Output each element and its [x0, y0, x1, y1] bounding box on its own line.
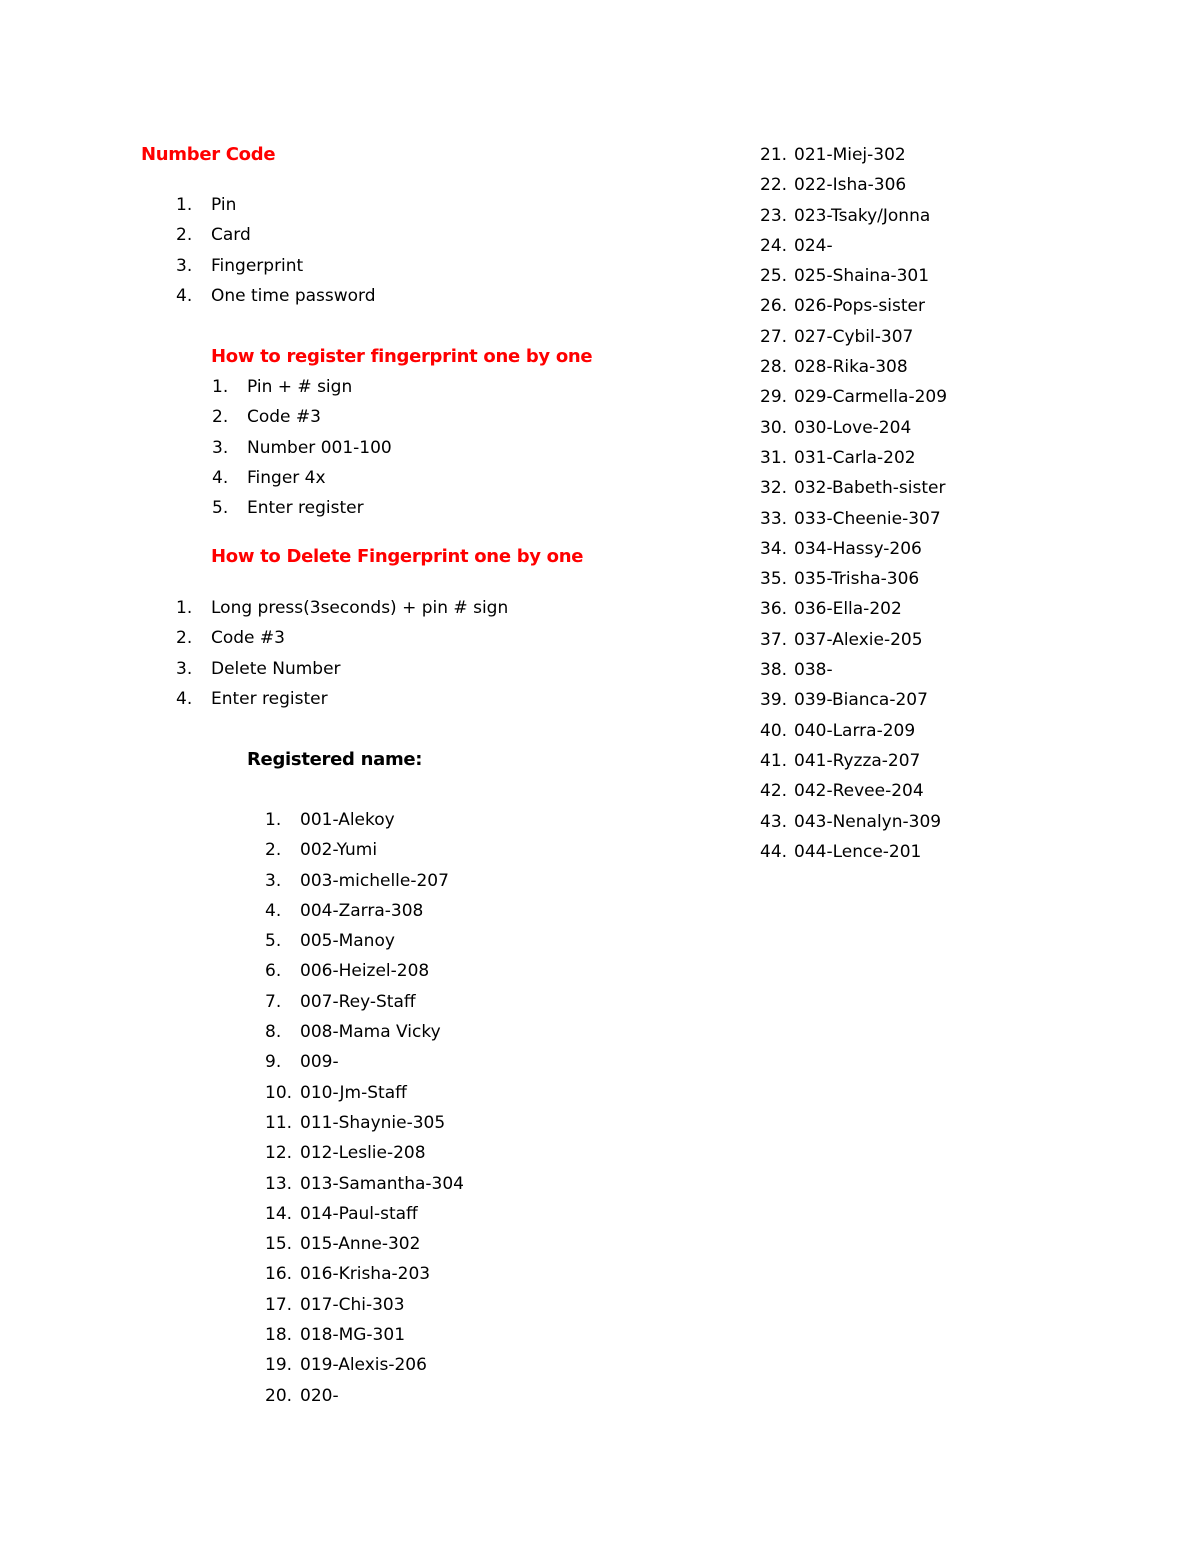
list-item-number: 36. [760, 599, 788, 620]
list-item-text: 024- [794, 235, 833, 256]
list-item [760, 629, 923, 660]
list-item [265, 840, 378, 870]
list-item [760, 145, 906, 175]
list-item [265, 870, 449, 901]
list-item-number: 2. [212, 407, 229, 428]
list-item-number: 23. [760, 205, 788, 226]
list-item-text: 025-Shaina-301 [794, 266, 930, 287]
list-item-number: 25. [760, 266, 788, 287]
list-item [176, 225, 251, 255]
list-item [265, 1173, 464, 1204]
list-item-number: 1. [265, 810, 282, 830]
list-item-number: 17. [265, 1294, 293, 1315]
list-item-text: 043-Nenalyn-309 [794, 811, 942, 832]
list-item-number: 26. [760, 296, 788, 317]
list-item [265, 931, 395, 961]
list-item [212, 498, 364, 528]
list-item-text: 023-Tsaky/Jonna [794, 205, 931, 226]
list-item-number: 38. [760, 660, 788, 681]
list-item-text: 005-Manoy [300, 931, 395, 952]
list-item-number: 33. [760, 508, 788, 529]
list-item-number: 31. [760, 447, 788, 468]
list-item-number: 3. [212, 437, 229, 458]
list-item [760, 417, 912, 448]
list-item [760, 720, 916, 751]
list-item-text: 004-Zarra-308 [300, 900, 424, 921]
delete-steps-list [176, 598, 509, 719]
registered-names-list-right [760, 145, 948, 872]
list-item-text: 001-Alekoy [300, 810, 395, 830]
list-item-text: 018-MG-301 [300, 1325, 406, 1346]
list-item [760, 447, 916, 478]
list-item-text: 032-Babeth-sister [794, 478, 946, 499]
list-item-number: 1. [212, 377, 229, 397]
list-item-text: 022-Isha-306 [794, 175, 907, 196]
list-item-number: 34. [760, 538, 788, 559]
list-item-number: 40. [760, 720, 788, 741]
list-item [760, 235, 833, 266]
list-item [760, 205, 931, 236]
list-item-number: 4. [176, 688, 193, 709]
list-item-text: 017-Chi-303 [300, 1294, 405, 1315]
list-item [760, 296, 925, 326]
list-item-text: Pin [211, 195, 237, 215]
list-item-text: 034-Hassy-206 [794, 538, 922, 559]
list-item [265, 1203, 418, 1234]
list-item-text: 040-Larra-209 [794, 720, 916, 741]
list-item-number: 44. [760, 841, 788, 862]
list-item-number: 13. [265, 1173, 293, 1194]
list-item-number: 28. [760, 357, 788, 378]
list-item-number: 3. [176, 658, 193, 679]
list-item-number: 22. [760, 175, 788, 196]
list-item-text: 002-Yumi [300, 840, 378, 861]
list-item-text: 029-Carmella-209 [794, 387, 948, 408]
registered-names-list-left [265, 810, 464, 1416]
list-item [265, 1234, 421, 1264]
list-item-text: 027-Cybil-307 [794, 326, 914, 347]
list-item-text: Code #3 [247, 407, 321, 428]
list-item-number: 1. [176, 195, 193, 215]
list-item-text: 033-Cheenie-307 [794, 508, 941, 529]
list-item-text: Long press(3seconds) + pin # sign [211, 598, 509, 618]
list-item-text: 030-Love-204 [794, 417, 912, 438]
list-item-text: Card [211, 225, 251, 246]
list-item-text: 011-Shaynie-305 [300, 1112, 446, 1133]
list-item-text: Fingerprint [211, 255, 304, 276]
list-item-text: 007-Rey-Staff [300, 991, 416, 1012]
list-item-number: 3. [176, 255, 193, 276]
list-item-number: 41. [760, 750, 788, 771]
list-item [265, 1082, 407, 1113]
list-item-number: 2. [176, 225, 193, 246]
list-item [760, 508, 941, 539]
list-item-number: 21. [760, 145, 788, 165]
list-item-text: 041-Ryzza-207 [794, 750, 921, 771]
list-item-number: 19. [265, 1355, 293, 1376]
list-item [265, 900, 424, 931]
list-item [760, 266, 930, 296]
list-item-text: 038- [794, 660, 833, 681]
list-item-text: 014-Paul-staff [300, 1203, 418, 1224]
list-item-text: 010-Jm-Staff [300, 1082, 407, 1103]
list-item [760, 175, 907, 205]
list-item [265, 1385, 339, 1416]
list-item [265, 1143, 426, 1173]
list-item-number: 1. [176, 598, 193, 618]
list-item-text: 026-Pops-sister [794, 296, 925, 317]
list-item-number: 35. [760, 569, 788, 590]
list-item [760, 387, 948, 417]
list-item [760, 326, 914, 357]
list-item-text: 020- [300, 1385, 339, 1406]
list-item [760, 569, 920, 599]
list-item-text: 015-Anne-302 [300, 1234, 421, 1255]
list-item-number: 39. [760, 690, 788, 711]
list-item-text: 042-Revee-204 [794, 781, 924, 802]
list-item-text: 016-Krisha-203 [300, 1264, 431, 1285]
list-item-number: 16. [265, 1264, 293, 1285]
list-item-number: 18. [265, 1325, 293, 1346]
number-code-heading: Number Code [141, 144, 276, 165]
register-steps-list [212, 377, 392, 528]
list-item-number: 9. [265, 1052, 282, 1073]
list-item-text: 012-Leslie-208 [300, 1143, 426, 1164]
list-item [176, 255, 304, 286]
list-item [176, 195, 237, 225]
list-item-number: 2. [265, 840, 282, 861]
list-item-number: 8. [265, 1022, 282, 1043]
list-item-text: 031-Carla-202 [794, 447, 916, 468]
list-item-number: 11. [265, 1112, 293, 1133]
list-item-number: 14. [265, 1203, 293, 1224]
list-item-number: 7. [265, 991, 282, 1012]
list-item [265, 961, 430, 991]
list-item-text: 008-Mama Vicky [300, 1022, 441, 1043]
list-item-text: 021-Miej-302 [794, 145, 906, 165]
list-item-text: Number 001-100 [247, 437, 392, 458]
list-item-text: 044-Lence-201 [794, 841, 922, 862]
list-item-text: Enter register [211, 688, 328, 709]
list-item-number: 4. [265, 900, 282, 921]
list-item-text: Delete Number [211, 658, 341, 679]
list-item [176, 285, 376, 316]
list-item [760, 660, 833, 690]
list-item-text: 028-Rika-308 [794, 357, 908, 378]
list-item-number: 42. [760, 781, 788, 802]
list-item-text: 035-Trisha-306 [794, 569, 920, 590]
register-heading: How to register fingerprint one by one [211, 346, 593, 367]
list-item [760, 750, 921, 781]
list-item-number: 27. [760, 326, 788, 347]
list-item [760, 599, 902, 629]
list-item [176, 598, 509, 628]
list-item [265, 1355, 427, 1385]
list-item [760, 478, 946, 508]
list-item [265, 1052, 339, 1082]
list-item [760, 357, 908, 387]
list-item-number: 12. [265, 1143, 293, 1164]
list-item-text: Pin + # sign [247, 377, 353, 397]
list-item-number: 29. [760, 387, 788, 408]
list-item-number: 3. [265, 870, 282, 891]
list-item [760, 841, 922, 872]
list-item [760, 811, 942, 842]
list-item-text: 013-Samantha-304 [300, 1173, 464, 1194]
list-item [265, 1294, 405, 1325]
list-item-text: 036-Ella-202 [794, 599, 902, 620]
list-item [212, 467, 326, 498]
list-item-number: 24. [760, 235, 788, 256]
list-item [265, 1112, 446, 1143]
list-item-number: 10. [265, 1082, 293, 1103]
list-item-number: 43. [760, 811, 788, 832]
list-item [760, 781, 924, 811]
list-item-text: 037-Alexie-205 [794, 629, 923, 650]
list-item-number: 5. [265, 931, 282, 952]
list-item [760, 538, 922, 569]
list-item-number: 6. [265, 961, 282, 982]
list-item-text: One time password [211, 285, 376, 306]
list-item [212, 407, 321, 437]
list-item-number: 5. [212, 498, 229, 519]
list-item [265, 810, 395, 840]
list-item [176, 688, 328, 719]
list-item-text: 003-michelle-207 [300, 870, 449, 891]
list-item-number: 32. [760, 478, 788, 499]
list-item-text: 019-Alexis-206 [300, 1355, 427, 1376]
list-item-number: 20. [265, 1385, 293, 1406]
list-item-text: 009- [300, 1052, 339, 1073]
number-code-list [176, 195, 376, 316]
list-item-number: 4. [212, 467, 229, 488]
list-item [176, 628, 285, 658]
list-item [265, 1264, 431, 1294]
list-item [265, 991, 416, 1022]
list-item-number: 30. [760, 417, 788, 438]
list-item [265, 1022, 441, 1052]
list-item [176, 658, 341, 689]
list-item [265, 1325, 406, 1355]
list-item-number: 37. [760, 629, 788, 650]
list-item-text: 039-Bianca-207 [794, 690, 928, 711]
list-item-number: 2. [176, 628, 193, 649]
list-item [212, 437, 392, 468]
list-item-text: Enter register [247, 498, 364, 519]
registered-name-heading: Registered name: [247, 749, 423, 770]
delete-heading: How to Delete Fingerprint one by one [211, 546, 584, 567]
list-item-number: 4. [176, 285, 193, 306]
list-item [212, 377, 353, 407]
list-item-text: Code #3 [211, 628, 285, 649]
list-item [760, 690, 928, 720]
list-item-text: Finger 4x [247, 467, 326, 488]
list-item-number: 15. [265, 1234, 293, 1255]
list-item-text: 006-Heizel-208 [300, 961, 430, 982]
